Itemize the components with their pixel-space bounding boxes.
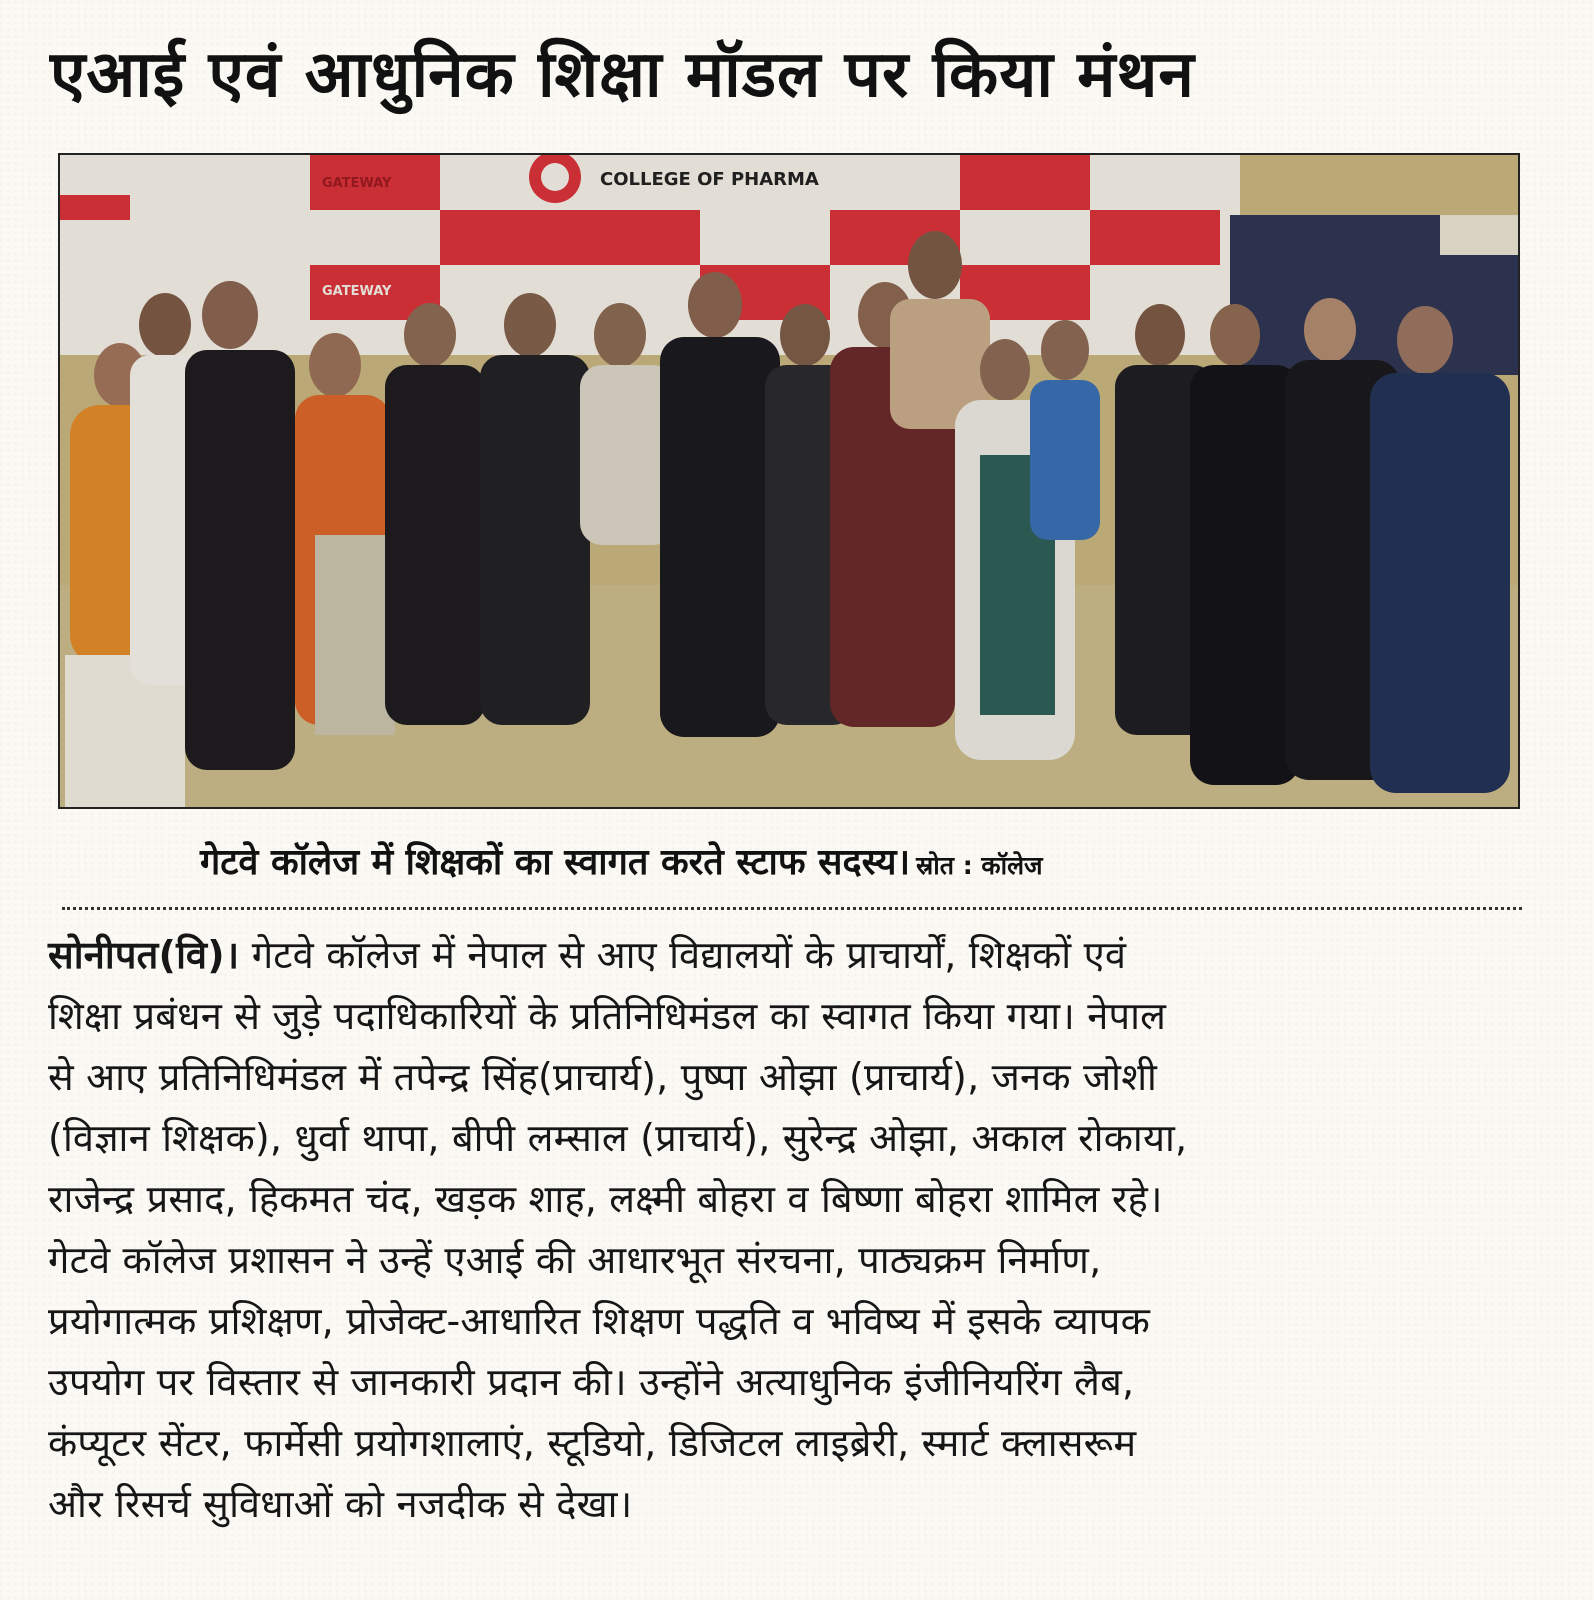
article-line-1-text: गेटवे कॉलेज में नेपाल से आए विद्यालयों के प्राचार्यों, शिक्षकों एवं	[239, 933, 1127, 977]
article-line-7: प्रयोगात्मक प्रशिक्षण, प्रोजेक्ट-आधारित शिक्षण पद्धति व भविष्य में इसके व्यापक	[48, 1299, 1150, 1343]
article-line-8: उपयोग पर विस्तार से जानकारी प्रदान की। उन्होंने अत्याधुनिक इंजीनियरिंग लैब,	[48, 1360, 1135, 1404]
photo-credit: स्रोत : कॉलेज	[916, 851, 1043, 880]
dateline: सोनीपत(वि)।	[48, 933, 240, 977]
article-line-2: शिक्षा प्रबंधन से जुड़े पदाधिकारियों के प्रतिनिधिमंडल का स्वागत किया गया। नेपाल	[48, 994, 1167, 1038]
article-line-1	[48, 925, 1528, 986]
photo-caption	[200, 835, 1520, 891]
banner-logo-text-3: GATEWAY	[322, 284, 392, 299]
article-line-4: (विज्ञान शिक्षक), धुर्वा थापा, बीपी लम्साल (प्राचार्य), सुरेन्द्र ओझा, अकाल रोकाया,	[48, 1116, 1188, 1160]
article-body	[48, 925, 1528, 1585]
banner-logo-text-2: GATEWAY	[580, 274, 650, 289]
news-photo	[58, 153, 1520, 809]
banner-text: COLLEGE OF PHARMA	[600, 169, 819, 190]
article-line-6: गेटवे कॉलेज प्रशासन ने उन्हें एआई की आधारभूत संरचना, पाठ्यक्रम निर्माण,	[48, 1238, 1102, 1282]
article-line-10: और रिसर्च सुविधाओं को नजदीक से देखा।	[48, 1482, 633, 1526]
banner-logo-text: GATEWAY	[322, 176, 392, 191]
caption-text: गेटवे कॉलेज में शिक्षकों का स्वागत करते स्टाफ सदस्य।	[200, 842, 911, 883]
article-line-9: कंप्यूटर सेंटर, फार्मेसी प्रयोगशालाएं, स्टूडियो, डिजिटल लाइब्रेरी, स्मार्ट क्लासरूम	[48, 1421, 1137, 1465]
article-line-3: से आए प्रतिनिधिमंडल में तपेन्द्र सिंह(प्राचार्य), पुष्पा ओझा (प्राचार्य), जनक जोशी	[48, 1055, 1158, 1099]
group-photo-illustration	[60, 155, 1518, 807]
headline: एआई एवं आधुनिक शिक्षा मॉडल पर किया मंथन	[50, 38, 1195, 112]
section-divider	[62, 907, 1522, 910]
article-line-5: राजेन्द्र प्रसाद, हिकमत चंद, खड़क शाह, लक्ष्मी बोहरा व बिष्णा बोहरा शामिल रहे।	[48, 1177, 1163, 1221]
